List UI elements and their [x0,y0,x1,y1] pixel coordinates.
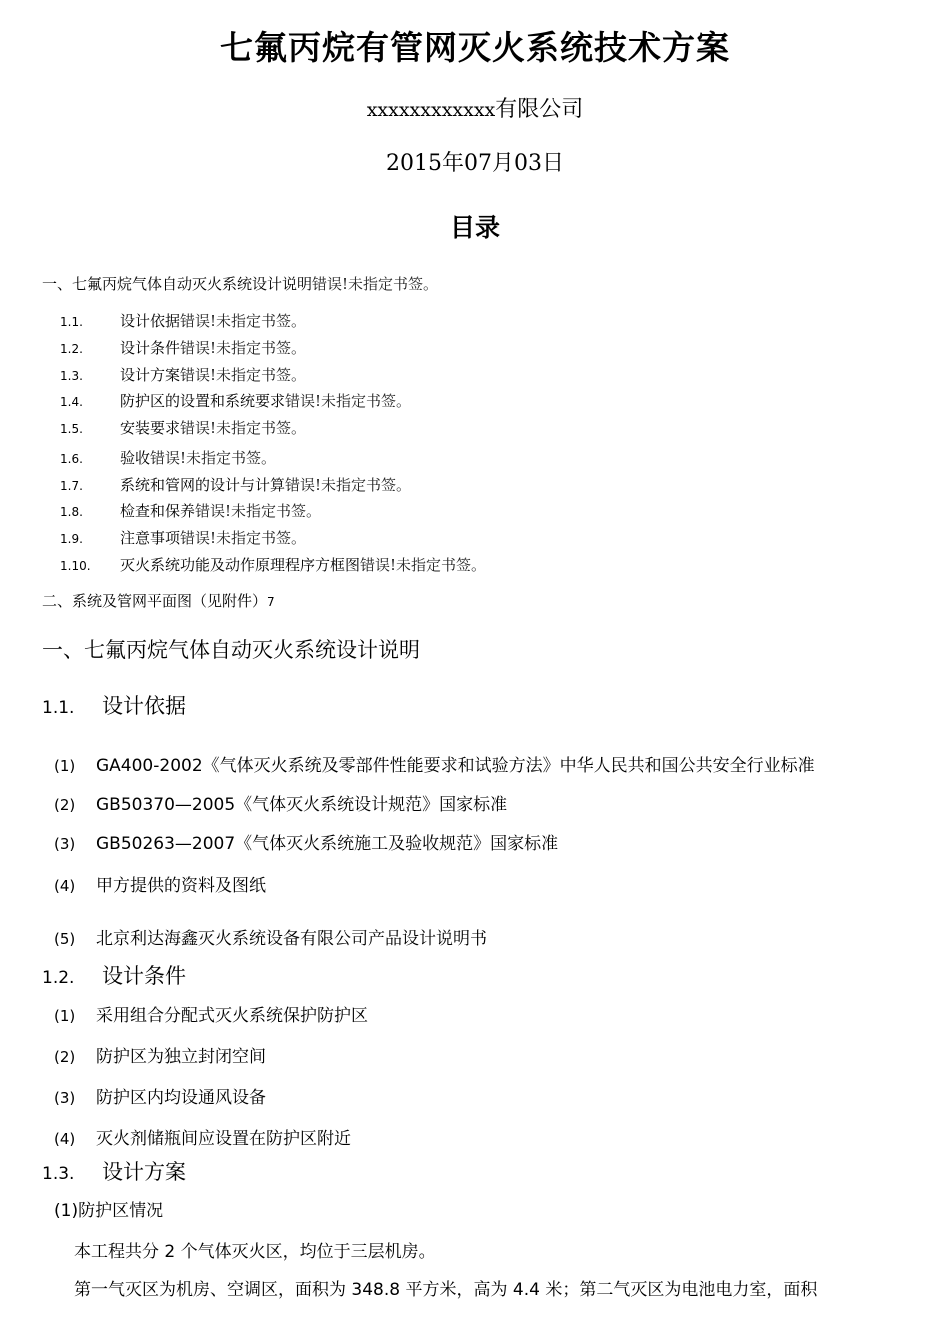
list-item-text: 灭火剂储瓶间应设置在防护区附近 [96,1129,351,1149]
subsection-number: 1.2. [42,968,75,988]
toc-entry[interactable] [60,337,306,359]
toc-heading: 目录 [449,213,500,242]
toc-entry-label: 检查和保养 [120,502,196,520]
date-month: 07 [463,151,492,176]
toc-entry-label: 设计依据 [120,312,181,330]
subsection-number: 1.1. [42,698,75,718]
toc-entry-page: 7 [267,595,275,609]
toc-entry-error: 错误!未指定书签。 [285,392,412,410]
date-year: 2015 [385,151,442,176]
document-date [0,146,950,177]
toc-entry-error: 错误!未指定书签。 [195,502,322,520]
list-item [54,924,487,949]
section-heading: 一、七氟丙烷气体自动灭火系统设计说明 [42,638,420,662]
toc-entry-label: 验收 [120,449,151,467]
toc-entry-label: 防护区的设置和系统要求 [120,392,286,410]
date-month-unit: 月 [491,151,514,176]
toc-entry-label: 二、系统及管网平面图（见附件） [42,592,268,610]
toc-entry-number: 1.2. [60,342,83,356]
toc-entry[interactable] [60,500,321,522]
toc-entry-label: 安装要求 [120,419,181,437]
list-item [54,871,266,896]
toc-entry-error: 错误!未指定书签。 [180,529,307,547]
toc-entry[interactable] [60,447,276,469]
subsection-heading [42,690,186,720]
subsection-title: 设计依据 [102,694,186,718]
list-item-number: (1) [54,757,76,775]
list-item-number: (1) [54,1007,76,1025]
company-name-masked: xxxxxxxxxxxx [366,99,496,121]
toc-entry-number: 1.9. [60,532,83,546]
list-item-number: (3) [54,1089,76,1107]
paragraph: 第一气灭区为机房、空调区，面积为 348.8 平方米，高为 4.4 米；第二气灭区为电池电力室，面积 [74,1280,818,1300]
list-item-number: (4) [54,877,76,895]
subsection-title: 设计条件 [102,964,186,988]
toc-entry-label: 一、七氟丙烷气体自动灭火系统设计说明 [42,275,313,293]
date-year-unit: 年 [441,151,464,176]
toc-entry[interactable] [60,417,306,439]
list-item-number: (5) [54,930,76,948]
toc-entry[interactable] [60,390,411,412]
toc-entry-number: 1.5. [60,422,83,436]
toc-entry-section1[interactable] [42,273,438,295]
toc-entry-label: 设计方案 [120,366,181,384]
list-item-text: 防护区内均设通风设备 [96,1088,266,1108]
list-item [54,1001,368,1026]
toc-entry-error: 错误!未指定书签。 [180,419,307,437]
toc-entry-label: 设计条件 [120,339,181,357]
list-item [54,1124,351,1149]
subsection-number: 1.3. [42,1164,75,1184]
toc-entry-number: 1.1. [60,315,83,329]
toc-entry-error: 错误!未指定书签。 [180,312,307,330]
toc-entry[interactable] [60,554,486,576]
company-name-suffix: 有限公司 [495,97,584,122]
toc-entry-number: 1.7. [60,479,83,493]
list-item [54,1083,266,1108]
toc-entry-error: 错误!未指定书签。 [180,366,307,384]
list-item [54,790,507,815]
toc-entry[interactable] [60,527,306,549]
list-item-text: 防护区为独立封闭空间 [96,1047,266,1067]
list-item [54,829,558,854]
subsection-heading [42,1156,186,1186]
toc-entry-label: 注意事项 [120,529,181,547]
toc-entry-number: 1.10. [60,559,91,573]
toc-entry-label: 灭火系统功能及动作原理程序方框图 [120,556,361,574]
toc-entry-number: 1.4. [60,395,83,409]
toc-entry-error: 错误!未指定书签。 [312,275,439,293]
list-item [54,751,815,776]
list-item-number: (4) [54,1130,76,1148]
list-item-number: (3) [54,835,76,853]
toc-entry-number: 1.3. [60,369,83,383]
list-item-text: 采用组合分配式灭火系统保护防护区 [96,1006,368,1026]
list-item-text: 北京利达海鑫灭火系统设备有限公司产品设计说明书 [96,929,487,949]
list-item-text: GB50263—2007《气体灭火系统施工及验收规范》国家标准 [96,834,559,854]
toc-entry-section2[interactable] [42,590,275,612]
list-item-text: GB50370—2005《气体灭火系统设计规范》国家标准 [96,795,508,815]
toc-entry-error: 错误!未指定书签。 [285,476,412,494]
company-name [0,92,950,123]
list-item [54,1042,266,1067]
document-title: 七氟丙烷有管网灭火系统技术方案 [220,28,730,67]
list-item-number: (2) [54,1048,76,1066]
toc-entry-error: 错误!未指定书签。 [150,449,277,467]
toc-entry-number: 1.6. [60,452,83,466]
subsection-heading [42,960,186,990]
toc-entry[interactable] [60,310,306,332]
list-item-text: 甲方提供的资料及图纸 [96,876,266,896]
toc-entry-number: 1.8. [60,505,83,519]
list-item-text: GA400-2002《气体灭火系统及零部件性能要求和试验方法》中华人民共和国公共安全行业标准 [96,756,815,776]
toc-entry[interactable] [60,364,306,386]
list-item-number: (2) [54,796,76,814]
subheading-protection-zone: (1)防护区情况 [54,1201,164,1221]
toc-entry-error: 错误!未指定书签。 [180,339,307,357]
toc-entry-error: 错误!未指定书签。 [360,556,487,574]
date-day: 03 [514,151,542,176]
date-day-unit: 日 [542,151,565,176]
toc-entry[interactable] [60,474,411,496]
subsection-title: 设计方案 [102,1160,186,1184]
paragraph: 本工程共分 2 个气体灭火区，均位于三层机房。 [74,1242,436,1262]
toc-entry-label: 系统和管网的设计与计算 [120,476,286,494]
